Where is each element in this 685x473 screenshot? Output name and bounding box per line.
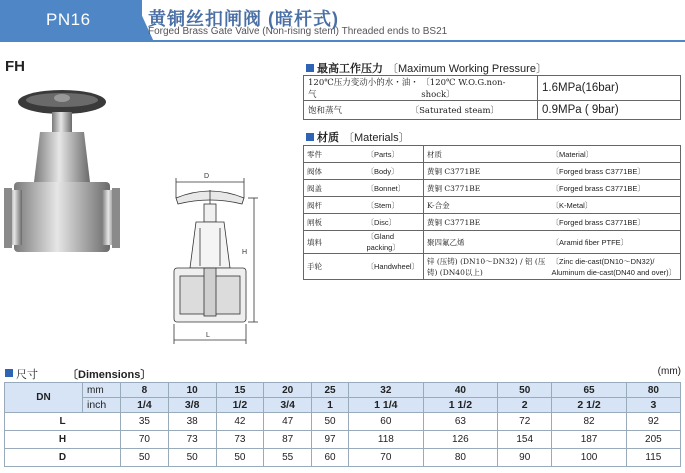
dimension-value: 50 [216,449,264,467]
part-en: 〔Stem〕 [364,197,424,214]
part-cn: 手轮 [304,254,364,280]
dimension-value: 47 [264,413,312,431]
dimensions-title-en: 〔Dimensions〕 [67,369,152,381]
dimension-value: 118 [349,431,424,449]
dimension-label-d: D [204,173,210,180]
material-en: 〔Forged brass C3771BE〕 [549,180,681,197]
dimension-value: 55 [264,449,312,467]
table-row [304,146,681,163]
dimension-value: 154 [498,431,552,449]
material-en: 〔Aramid fiber PTFE〕 [549,231,681,254]
material-cn: K-合金 [424,197,549,214]
header-rule [142,40,685,42]
material-cn: 锌 (压铸) (DN10～DN32) / 铝 (压铸) (DN40以上) [424,254,549,280]
table-row [304,163,681,180]
part-cn: 阀杆 [304,197,364,214]
table-row [304,101,681,120]
part-en: 〔Parts〕 [364,146,424,163]
pressure-section-title [306,60,547,76]
valve-dimension-drawing [160,168,260,348]
valve-photo [4,82,124,272]
dn-inch-value: 1/4 [121,398,169,413]
dimension-value: 63 [423,413,498,431]
dn-mm-value: 25 [312,383,349,398]
dimension-label-h: H [242,249,248,256]
dimension-value: 60 [312,449,349,467]
part-en: 〔Disc〕 [364,214,424,231]
table-row [304,214,681,231]
dn-inch-value: 1 1/4 [349,398,424,413]
dimension-row-label: D [5,449,121,467]
pressure-value: 0.9MPa ( 9bar) [538,101,681,120]
dn-mm-value: 50 [498,383,552,398]
pressure-label-cn: 120℃压力变动小的水・油・气 [308,78,419,100]
materials-section-title [306,129,410,145]
section-square-icon [306,64,314,72]
part-en: 〔Gland packing〕 [364,231,424,254]
dn-mm-value: 80 [626,383,680,398]
dimension-value: 38 [168,413,216,431]
part-en: 〔Body〕 [364,163,424,180]
part-cn: 阀盖 [304,180,364,197]
dn-mm-value: 8 [121,383,169,398]
dn-mm-value: 15 [216,383,264,398]
dimensions-table [4,382,681,467]
materials-title-cn: 材质 [317,132,339,144]
part-en: 〔Handwheel〕 [364,254,424,280]
table-row [5,449,681,467]
materials-table [303,145,681,280]
dimension-value: 87 [264,431,312,449]
material-cn: 聚四氟乙烯 [424,231,549,254]
dimension-value: 115 [626,449,680,467]
dimension-value: 80 [423,449,498,467]
dimension-value: 126 [423,431,498,449]
dimension-value: 205 [626,431,680,449]
dimension-value: 70 [349,449,424,467]
part-cn: 阀体 [304,163,364,180]
dn-inch-value: 2 [498,398,552,413]
pressure-label-en: 〔Saturated steam〕 [410,106,499,116]
section-square-icon [306,133,314,141]
dimension-row-label: H [5,431,121,449]
pressure-class-label: PN16 [46,10,91,29]
dimension-value: 42 [216,413,264,431]
dn-inch-value: 1/2 [216,398,264,413]
pressure-label-cn: 饱和蒸气 [308,106,343,116]
page-title: 黄铜丝扣闸阀 (暗杆式) [148,9,339,29]
dimension-value: 50 [312,413,349,431]
dimension-value: 90 [498,449,552,467]
dn-mm-value: 40 [423,383,498,398]
pressure-table [303,75,681,120]
dimensions-unit: (mm) [657,366,681,377]
dimension-value: 97 [312,431,349,449]
dimension-value: 35 [121,413,169,431]
dn-inch-value: 1 [312,398,349,413]
mm-unit-label: mm [83,383,121,398]
pressure-value: 1.6MPa(16bar) [538,76,681,101]
pressure-label-en: 〔120℃ W.O.G.non-shock〕 [421,78,506,100]
page-subtitle: Forged Brass Gate Valve (Non-rising stem) Threaded ends to BS21 [148,26,448,37]
dimension-row-label: L [5,413,121,431]
section-square-icon [5,369,13,377]
dimension-value: 73 [168,431,216,449]
table-row [5,383,681,398]
material-cn: 黄铜 C3771BE [424,214,549,231]
part-en: 〔Bonnet〕 [364,180,424,197]
table-row [5,431,681,449]
dn-mm-value: 20 [264,383,312,398]
materials-title-en: 〔Materials〕 [343,132,410,144]
dn-mm-value: 65 [552,383,627,398]
table-row [5,413,681,431]
table-row [304,231,681,254]
material-en: 〔Zinc die-cast(DN10～DN32)/ Aluminum die-cast(DN40 and over)〕 [549,254,681,280]
material-cn: 黄铜 C3771BE [424,180,549,197]
dimension-label-l: L [206,332,210,339]
dimension-value: 72 [498,413,552,431]
dn-inch-value: 2 1/2 [552,398,627,413]
dimension-value: 100 [552,449,627,467]
material-cn: 材质 [424,146,549,163]
table-row [304,180,681,197]
part-cn: 闸板 [304,214,364,231]
dimension-value: 92 [626,413,680,431]
dn-mm-value: 10 [168,383,216,398]
table-row [304,76,681,101]
dimension-value: 187 [552,431,627,449]
material-en: 〔Material〕 [549,146,681,163]
table-row [5,398,681,413]
part-cn: 零件 [304,146,364,163]
table-row [304,197,681,214]
material-en: 〔Forged brass C3771BE〕 [549,163,681,180]
header-badge [0,0,142,42]
dn-label: DN [5,383,83,413]
inch-unit-label: inch [83,398,121,413]
dimension-value: 70 [121,431,169,449]
dimension-value: 50 [121,449,169,467]
dimension-value: 73 [216,431,264,449]
dimension-value: 60 [349,413,424,431]
pressure-title-cn: 最高工作压力 [317,63,383,75]
dn-inch-value: 3 [626,398,680,413]
table-row [304,254,681,280]
dn-inch-value: 1 1/2 [423,398,498,413]
part-cn: 填料 [304,231,364,254]
material-cn: 黄铜 C3771BE [424,163,549,180]
model-code: FH [5,58,25,75]
dn-mm-value: 32 [349,383,424,398]
dn-inch-value: 3/8 [168,398,216,413]
material-en: 〔Forged brass C3771BE〕 [549,214,681,231]
dimension-value: 82 [552,413,627,431]
material-en: 〔K-Metal〕 [549,197,681,214]
dimension-value: 50 [168,449,216,467]
dn-inch-value: 3/4 [264,398,312,413]
pressure-title-en: 〔Maximum Working Pressure〕 [387,63,547,75]
dimensions-title-cn: 尺寸 [16,369,38,381]
